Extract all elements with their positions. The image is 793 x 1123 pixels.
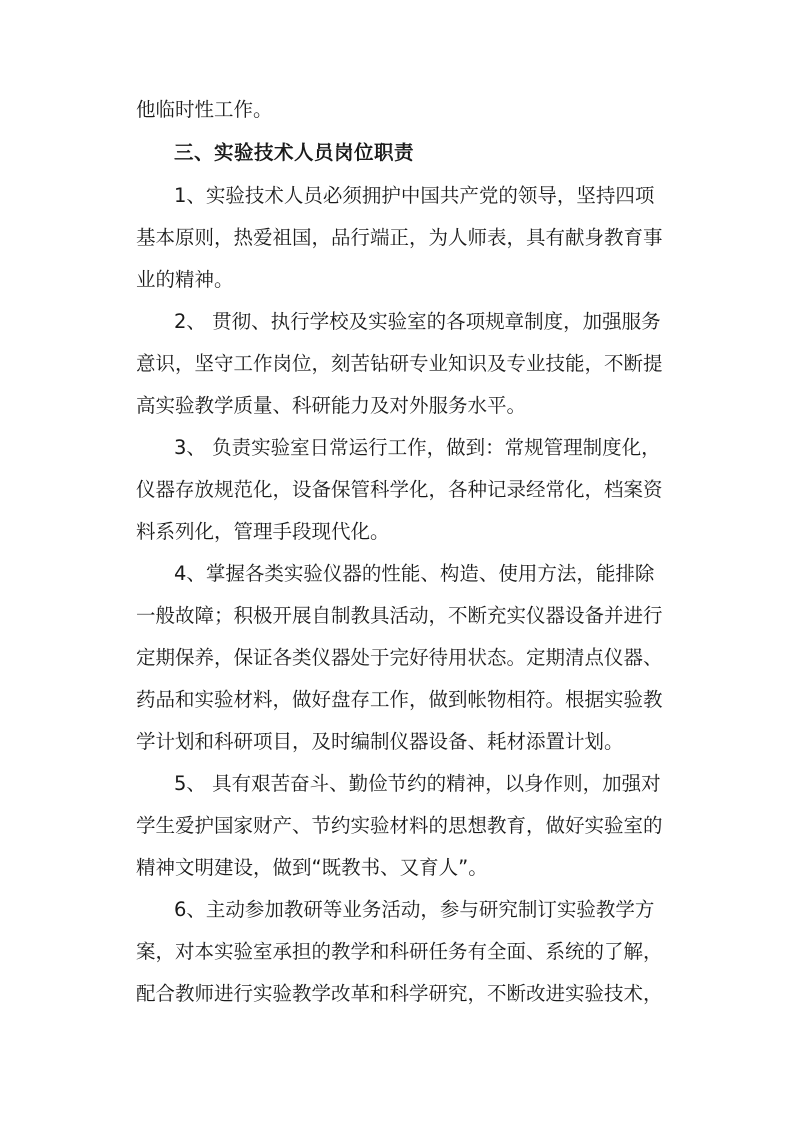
- text-line: 5、 具有艰苦奋斗、勤俭节约的精神，以身作则，加强对: [174, 772, 661, 795]
- text-line: 精神文明建设，做到“既教书、又育人”。: [136, 856, 488, 879]
- text-line: 业的精神。: [136, 268, 234, 291]
- section-heading: 三、实验技术人员岗位职责: [174, 141, 415, 164]
- text-line: 基本原则，热爱祖国，品行端正，为人师表，具有献身教育事: [136, 226, 663, 249]
- text-line: 定期保养，保证各类仪器处于完好待用状态。定期清点仪器、: [136, 646, 663, 669]
- text-line: 学生爱护国家财产、节约实验材料的思想教育，做好实验室的: [136, 814, 663, 837]
- text-line: 料系列化，管理手段现代化。: [136, 520, 390, 543]
- text-line: 配合教师进行实验教学改革和科学研究，不断改进实验技术，: [136, 982, 663, 1005]
- text-line: 他临时性工作。: [136, 98, 273, 121]
- text-line: 案，对本实验室承担的教学和科研任务有全面、系统的了解，: [136, 940, 663, 963]
- text-line: 1、实验技术人员必须拥护中国共产党的领导，坚持四项: [174, 184, 655, 207]
- text-line: 3、 负责实验室日常运行工作，做到：常规管理制度化，: [174, 436, 661, 459]
- text-line: 学计划和科研项目，及时编制仪器设备、耗材添置计划。: [136, 730, 624, 753]
- text-line: 高实验教学质量、科研能力及对外服务水平。: [136, 394, 527, 417]
- text-line: 仪器存放规范化，设备保管科学化，各种记录经常化，档案资: [136, 478, 663, 501]
- text-line: 意识，坚守工作岗位，刻苦钻研专业知识及专业技能，不断提: [136, 352, 663, 375]
- text-line: 2、 贯彻、执行学校及实验室的各项规章制度，加强服务: [174, 310, 661, 333]
- text-line: 4、掌握各类实验仪器的性能、构造、使用方法，能排除: [174, 562, 655, 585]
- text-line: 一般故障；积极开展自制教具活动，不断充实仪器设备并进行: [136, 604, 663, 627]
- text-line: 药品和实验材料，做好盘存工作，做到帐物相符。根据实验教: [136, 688, 663, 711]
- text-line: 6、主动参加教研等业务活动，参与研究制订实验教学方: [174, 898, 655, 921]
